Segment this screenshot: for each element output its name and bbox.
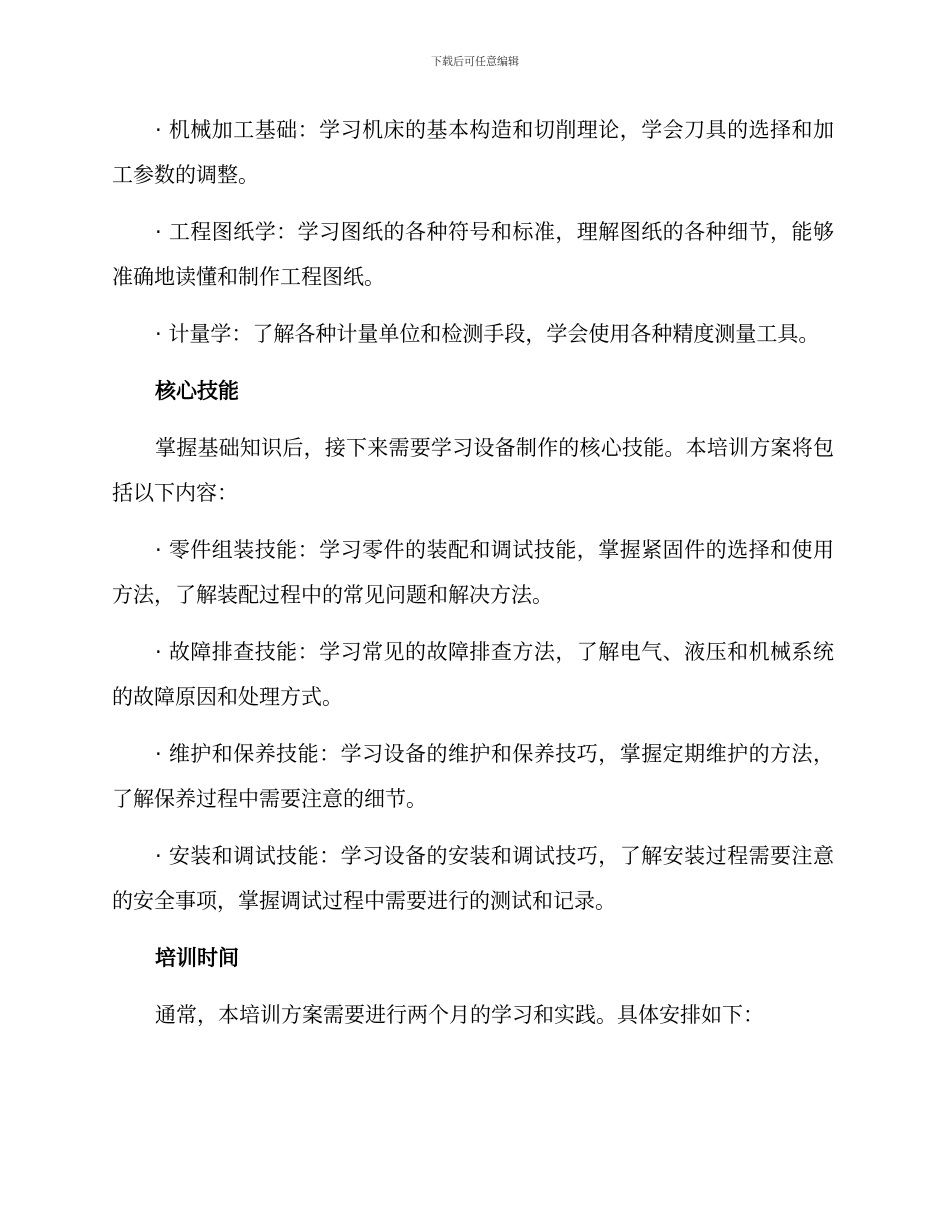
training-time-intro: 通常，本培训方案需要进行两个月的学习和实践。具体安排如下： [155,1003,764,1027]
core-skills-intro: 掌握基础知识后，接下来需要学习设备制作的核心技能。本培训方案将包括以下内容： [112,436,834,505]
section-heading-core-skills: 核心技能 [155,379,239,403]
header-note: 下载后可任意编辑 [431,55,519,68]
section-heading-training-time: 培训时间 [155,946,239,970]
bullet-metrology: · 计量学：了解各种计量单位和检测手段，学会使用各种精度测量工具。 [155,322,820,346]
document-body [112,108,834,1050]
bullet-assembly-skills: · 零件组装技能：学习零件的装配和调试技能，掌握紧固件的选择和使用方法，了解装配过程中的常见问题和解决方法。 [112,538,834,607]
bullet-maintenance-skills: · 维护和保养技能：学习设备的维护和保养技巧，掌握定期维护的方法，了解保养过程中需要注意的细节。 [112,742,834,811]
bullet-troubleshooting-skills: · 故障排查技能：学习常见的故障排查方法，了解电气、液压和机械系统的故障原因和处理方式。 [112,640,834,709]
bullet-engineering-drawing: · 工程图纸学：学习图纸的各种符号和标准，理解图纸的各种细节，能够准确地读懂和制作工程图纸。 [112,220,834,289]
bullet-installation-skills: · 安装和调试技能：学习设备的安装和调试技巧，了解安装过程需要注意的安全事项，掌握调试过程中需要进行的测试和记录。 [112,844,834,913]
bullet-machining-basics: · 机械加工基础：学习机床的基本构造和切削理论，学会刀具的选择和加工参数的调整。 [112,118,834,187]
